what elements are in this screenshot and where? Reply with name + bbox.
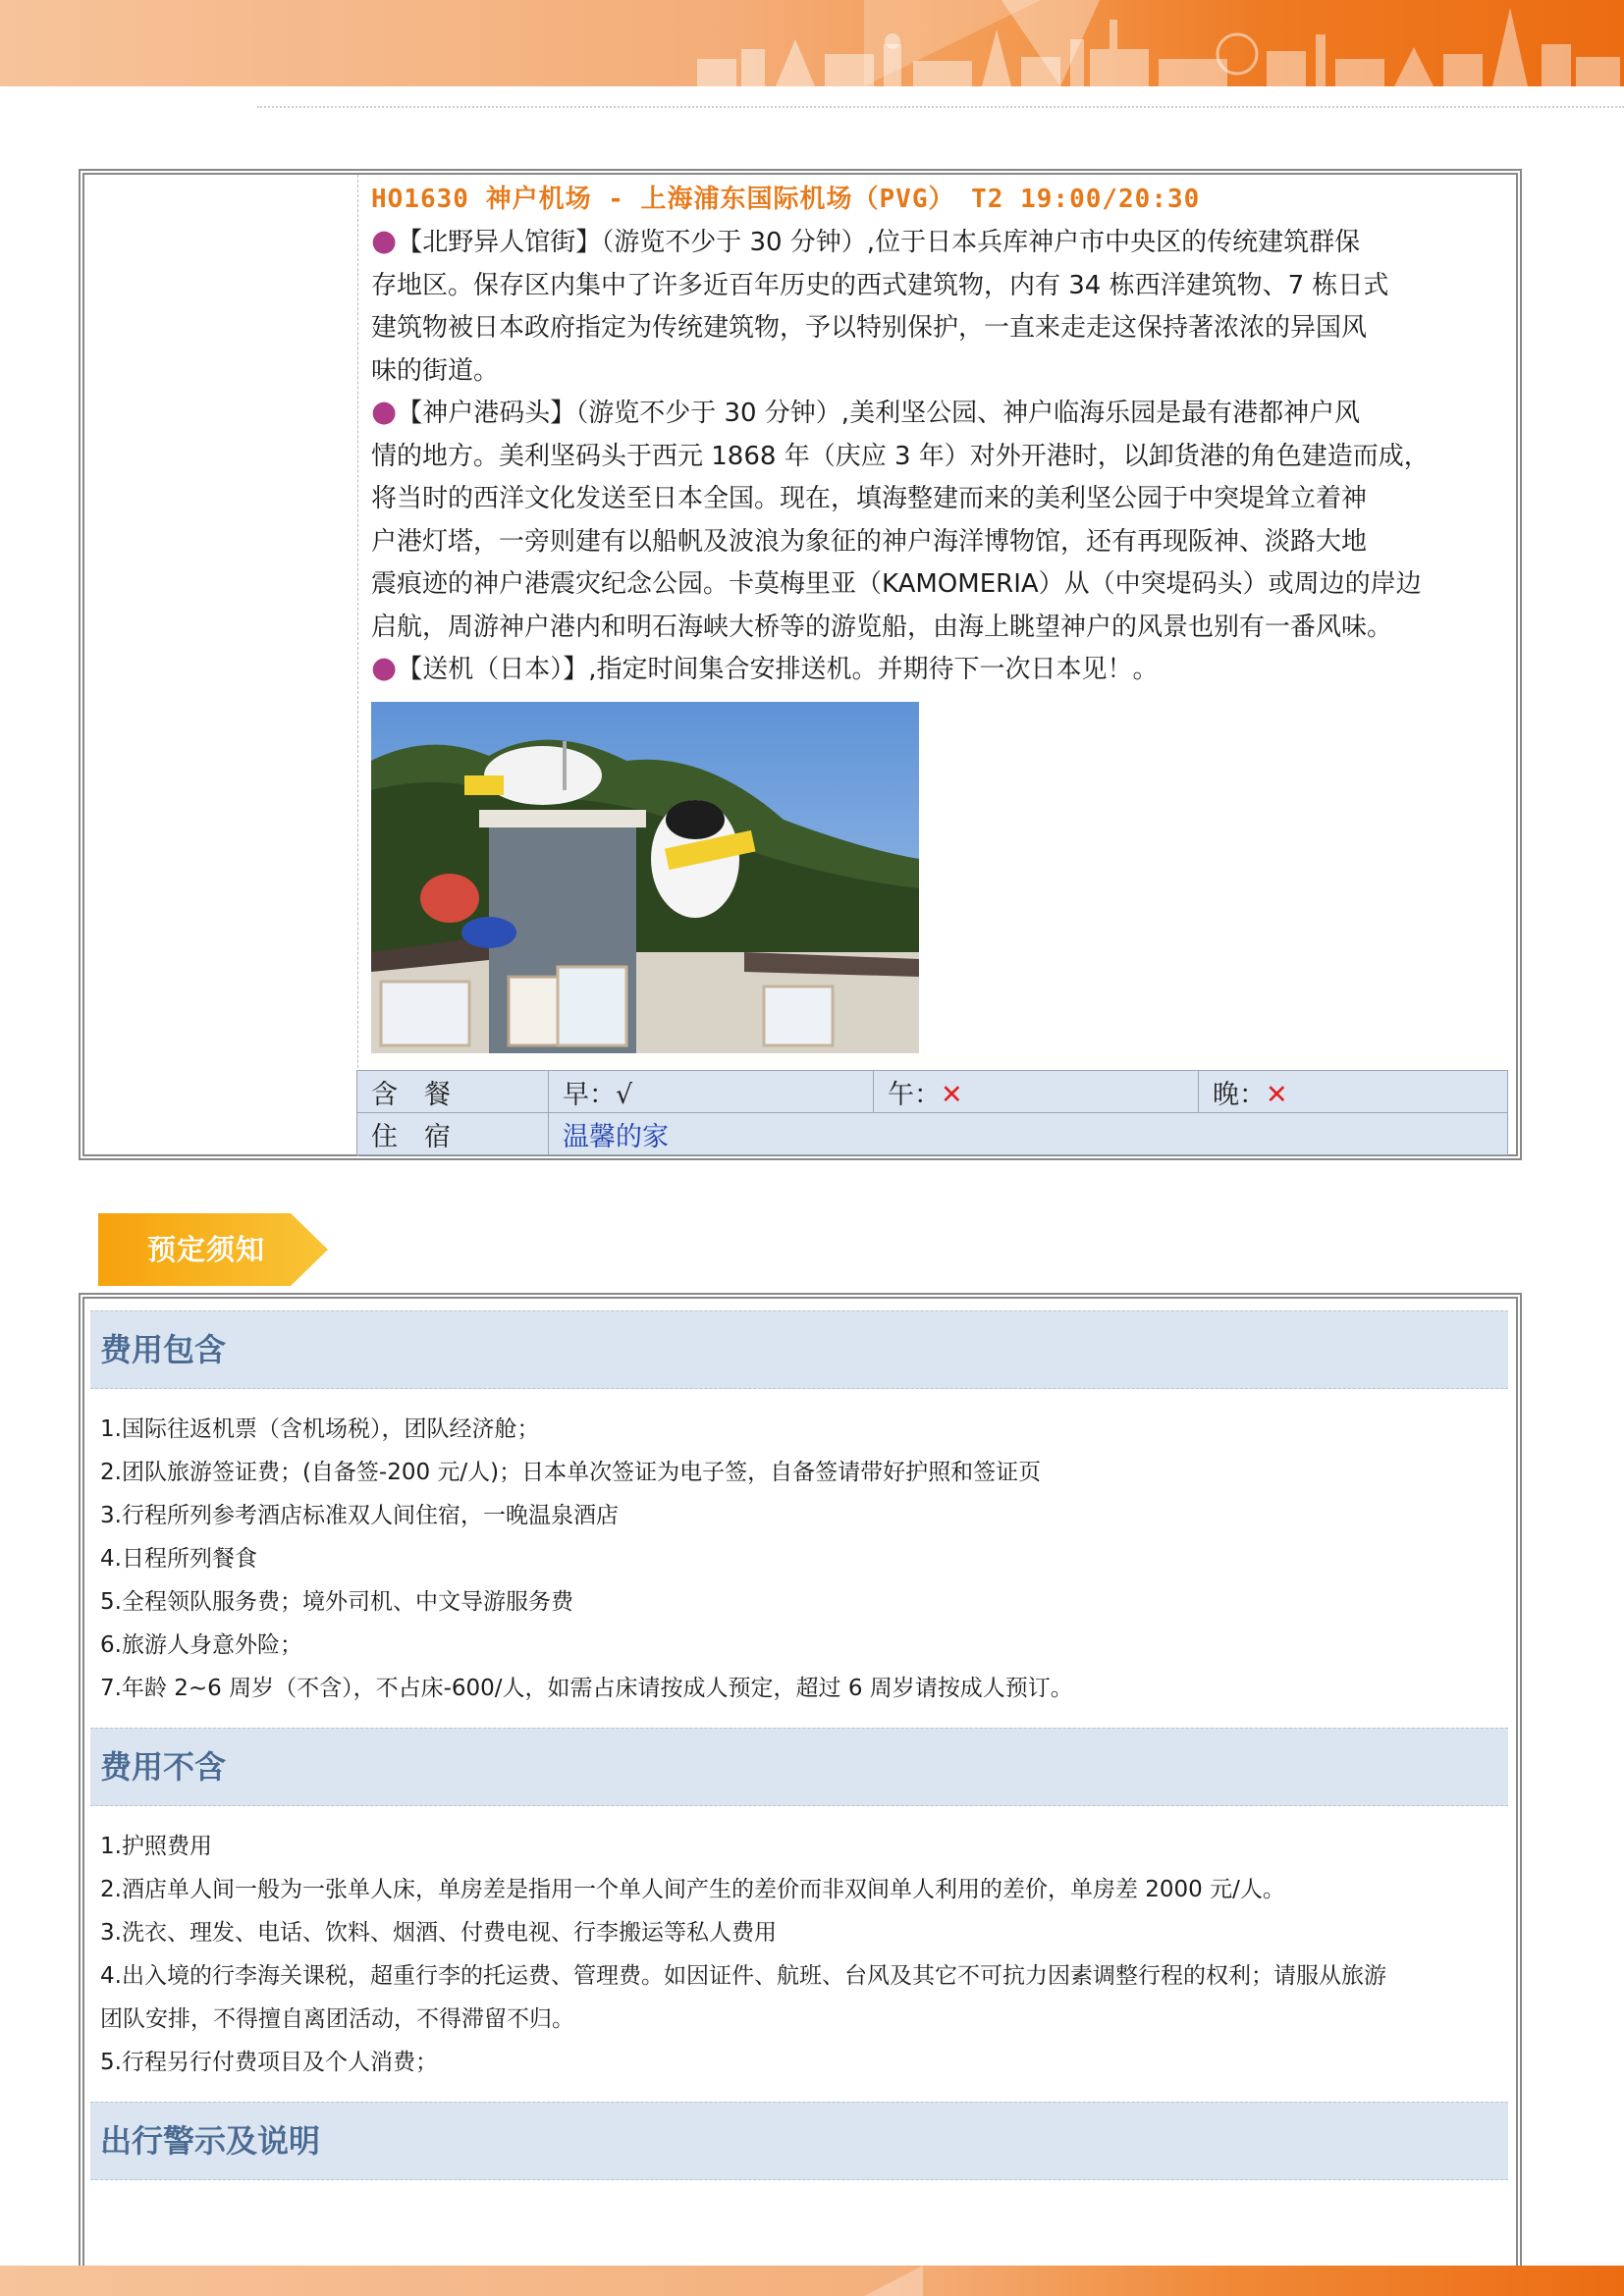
section-header-excluded bbox=[90, 1728, 1508, 1806]
cross-icon: ✕ bbox=[941, 1079, 963, 1110]
list-item: 6.旅游人身意外险； bbox=[100, 1632, 302, 1658]
section-title: 费用不含 bbox=[100, 1748, 227, 1786]
paragraph-text: 【神户港码头】（游览不少于 30 分钟）,美利坚公园、神户临海乐园是最有港都神户风 bbox=[397, 399, 1361, 428]
list-item: 4.出入境的行李海关课税，超重行李的托运费、管理费。如因证件、航班、台风及其它不可抗力因素调整行程的权利；请服从旅游 bbox=[100, 1963, 1386, 1989]
dinner-label: 晚： bbox=[1213, 1079, 1266, 1110]
top-banner bbox=[0, 0, 1624, 86]
day-label-column bbox=[92, 175, 358, 1156]
bullet-icon: ● bbox=[371, 651, 398, 685]
meal-hotel-table bbox=[356, 1070, 1508, 1155]
flight-info: HO1630 神户机场 - 上海浦东国际机场（PVG） T2 19:00/20:30 bbox=[371, 185, 1201, 214]
banner-decoration bbox=[864, 2266, 923, 2296]
meal-label: 含 餐 bbox=[357, 1071, 549, 1113]
header-divider bbox=[257, 106, 1624, 108]
paragraph-line bbox=[371, 220, 1506, 265]
section-header-warnings bbox=[90, 2102, 1508, 2180]
list-item: 2.酒店单人间一般为一张单人床，单房差是指用一个单人间产生的差价而非双间单人利用的差价，单房差 2000 元/人。 bbox=[100, 1877, 1285, 1902]
list-item: 1.护照费用 bbox=[100, 1834, 212, 1859]
list-item: 团队安排，不得擅自离团活动，不得滞留不归。 bbox=[100, 2006, 574, 2032]
booking-notice-title: 预定须知 bbox=[146, 1233, 265, 1266]
paragraph-line: 存地区。保存区内集中了许多近百年历史的西式建筑物，内有 34 栋西洋建筑物、7 栋日式 bbox=[371, 270, 1389, 300]
paragraph-line: 味的街道。 bbox=[371, 355, 500, 386]
bottom-banner bbox=[0, 2266, 1624, 2296]
day-itinerary-box bbox=[79, 169, 1522, 1160]
paragraph-line bbox=[371, 391, 1506, 436]
list-item: 5.行程另行付费项目及个人消费； bbox=[100, 2050, 438, 2075]
section-title: 费用包含 bbox=[100, 1331, 227, 1368]
list-item: 1.国际往返机票（含机场税），团队经济舱； bbox=[100, 1416, 540, 1442]
paragraph-line: 启航，周游神户港内和明石海峡大桥等的游览船，由海上眺望神户的风景也别有一番风味。 bbox=[371, 612, 1393, 642]
meal-row bbox=[357, 1071, 1508, 1113]
paragraph-line bbox=[371, 647, 1506, 692]
list-item: 4.日程所列餐食 bbox=[100, 1546, 257, 1572]
breakfast-cell bbox=[549, 1071, 874, 1113]
paragraph-line: 建筑物被日本政府指定为传统建筑物，予以特别保护，一直来走走这保持著浓浓的异国风 bbox=[371, 313, 1368, 343]
breakfast-label: 早： bbox=[563, 1079, 616, 1110]
photo-illustration bbox=[371, 702, 919, 1053]
booking-notice-box bbox=[79, 1293, 1522, 2274]
paragraph-text: 【北野异人馆街】（游览不少于 30 分钟）,位于日本兵库神户市中央区的传统建筑群保 bbox=[397, 228, 1361, 257]
cross-icon: ✕ bbox=[1266, 1079, 1288, 1110]
hotel-label: 住 宿 bbox=[357, 1113, 549, 1155]
lunch-cell bbox=[874, 1071, 1199, 1113]
hotel-value: 温馨的家 bbox=[549, 1113, 1508, 1155]
airport-transfer bbox=[371, 647, 1506, 692]
paragraph-line: 情的地方。美利坚码头于西元 1868 年（庆应 3 年）对外开港时，以卸货港的角色建造而成， bbox=[371, 441, 1430, 471]
dinner-cell bbox=[1199, 1071, 1508, 1113]
paragraph-line: 将当时的西洋文化发送至日本全国。现在，填海整建而来的美利坚公园于中突堤耸立着神 bbox=[371, 484, 1368, 513]
paragraph-line: 户港灯塔，一旁则建有以船帆及波浪为象征的神户海洋博物馆，还有再现阪神、淡路大地 bbox=[371, 526, 1368, 557]
kitano-building-photo bbox=[371, 702, 919, 1053]
paragraph-line: 震痕迹的神户港震灾纪念公园。卡莫梅里亚（KAMOMERIA）从（中突堤码头）或周边的岸边 bbox=[371, 569, 1422, 599]
check-icon: √ bbox=[616, 1079, 633, 1110]
section-header-included bbox=[90, 1310, 1508, 1389]
hotel-row bbox=[357, 1113, 1508, 1155]
booking-notice-tag bbox=[98, 1213, 328, 1286]
list-item: 3.洗衣、理发、电话、饮料、烟酒、付费电视、行李搬运等私人费用 bbox=[100, 1920, 777, 1946]
city-skyline-icon bbox=[687, 0, 1624, 86]
paragraph-text: 【送机（日本）】,指定时间集合安排送机。并期待下一次日本见！。 bbox=[397, 655, 1159, 684]
attraction-kobe-port bbox=[371, 391, 1506, 649]
attraction-kitano bbox=[371, 220, 1506, 393]
list-item: 7.年龄 2~6 周岁（不含），不占床-600/人，如需占床请按成人预定，超过 6 周岁请按成人预订。 bbox=[100, 1676, 1073, 1701]
bullet-icon: ● bbox=[371, 395, 398, 429]
list-item: 3.行程所列参考酒店标准双人间住宿，一晚温泉酒店 bbox=[100, 1503, 619, 1528]
lunch-label: 午： bbox=[888, 1079, 941, 1110]
section-title: 出行警示及说明 bbox=[100, 2122, 321, 2160]
list-item: 2.团队旅游签证费；(自备签-200 元/人)；日本单次签证为电子签，自备签请带好护照和签证页 bbox=[100, 1460, 1042, 1485]
list-item: 5.全程领队服务费；境外司机、中文导游服务费 bbox=[100, 1589, 573, 1615]
bullet-icon: ● bbox=[371, 224, 398, 258]
